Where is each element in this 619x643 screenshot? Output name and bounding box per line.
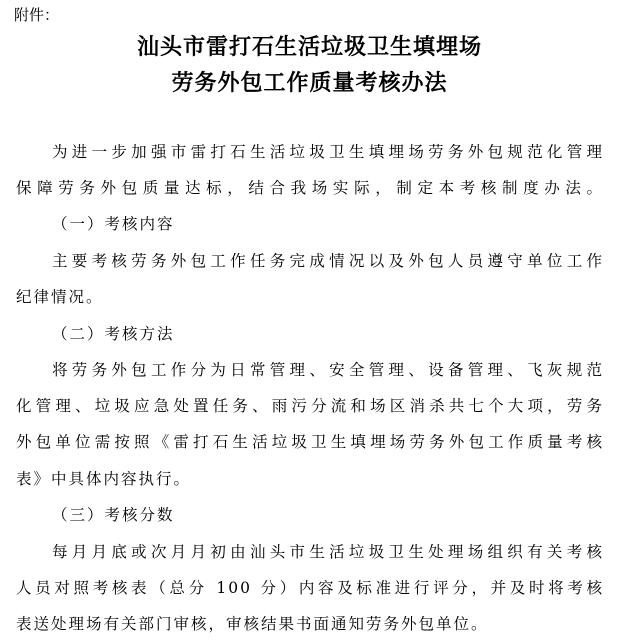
paragraph-method-line-1: 将劳务外包工作分为日常管理、安全管理、设备管理、飞灰规范 [52,361,604,379]
paragraph-method-line-3: 外包单位需按照《雷打石生活垃圾卫生填埋场劳务外包工作质量考核 [16,433,604,451]
section-heading-method: （二）考核方法 [52,325,175,343]
paragraph-score-line-3: 表送处理场有关部门审核，审核结果书面通知劳务外包单位。 [16,615,489,633]
section-heading-content: （一）考核内容 [52,215,175,233]
paragraph-content-line-2: 纪律情况。 [16,288,104,306]
paragraph-score-line-2: 人员对照考核表（总分 100 分）内容及标准进行评分，并及时将考核 [16,579,604,597]
document-title-line-2: 劳务外包工作质量考核办法 [171,70,448,96]
paragraph-intro-line-2: 保障劳务外包质量达标，结合我场实际，制定本考核制度办法。 [16,179,604,197]
paragraph-intro-line-1: 为进一步加强市雷打石生活垃圾卫生填埋场劳务外包规范化管理 [52,143,604,161]
attachment-label: 附件： [14,6,60,24]
document-title-line-1: 汕头市雷打石生活垃圾卫生填埋场 [136,34,482,60]
section-heading-score: （三）考核分数 [52,506,175,524]
paragraph-score-line-1: 每月月底或次月月初由汕头市生活垃圾卫生处理场组织有关考核 [52,543,604,561]
paragraph-content-line-1: 主要考核劳务外包工作任务完成情况以及外包人员遵守单位工作 [52,252,604,270]
paragraph-method-line-2: 化管理、垃圾应急处置任务、雨污分流和场区消杀共七个大项，劳务 [16,397,604,415]
paragraph-method-line-4: 表》中具体内容执行。 [16,470,192,488]
